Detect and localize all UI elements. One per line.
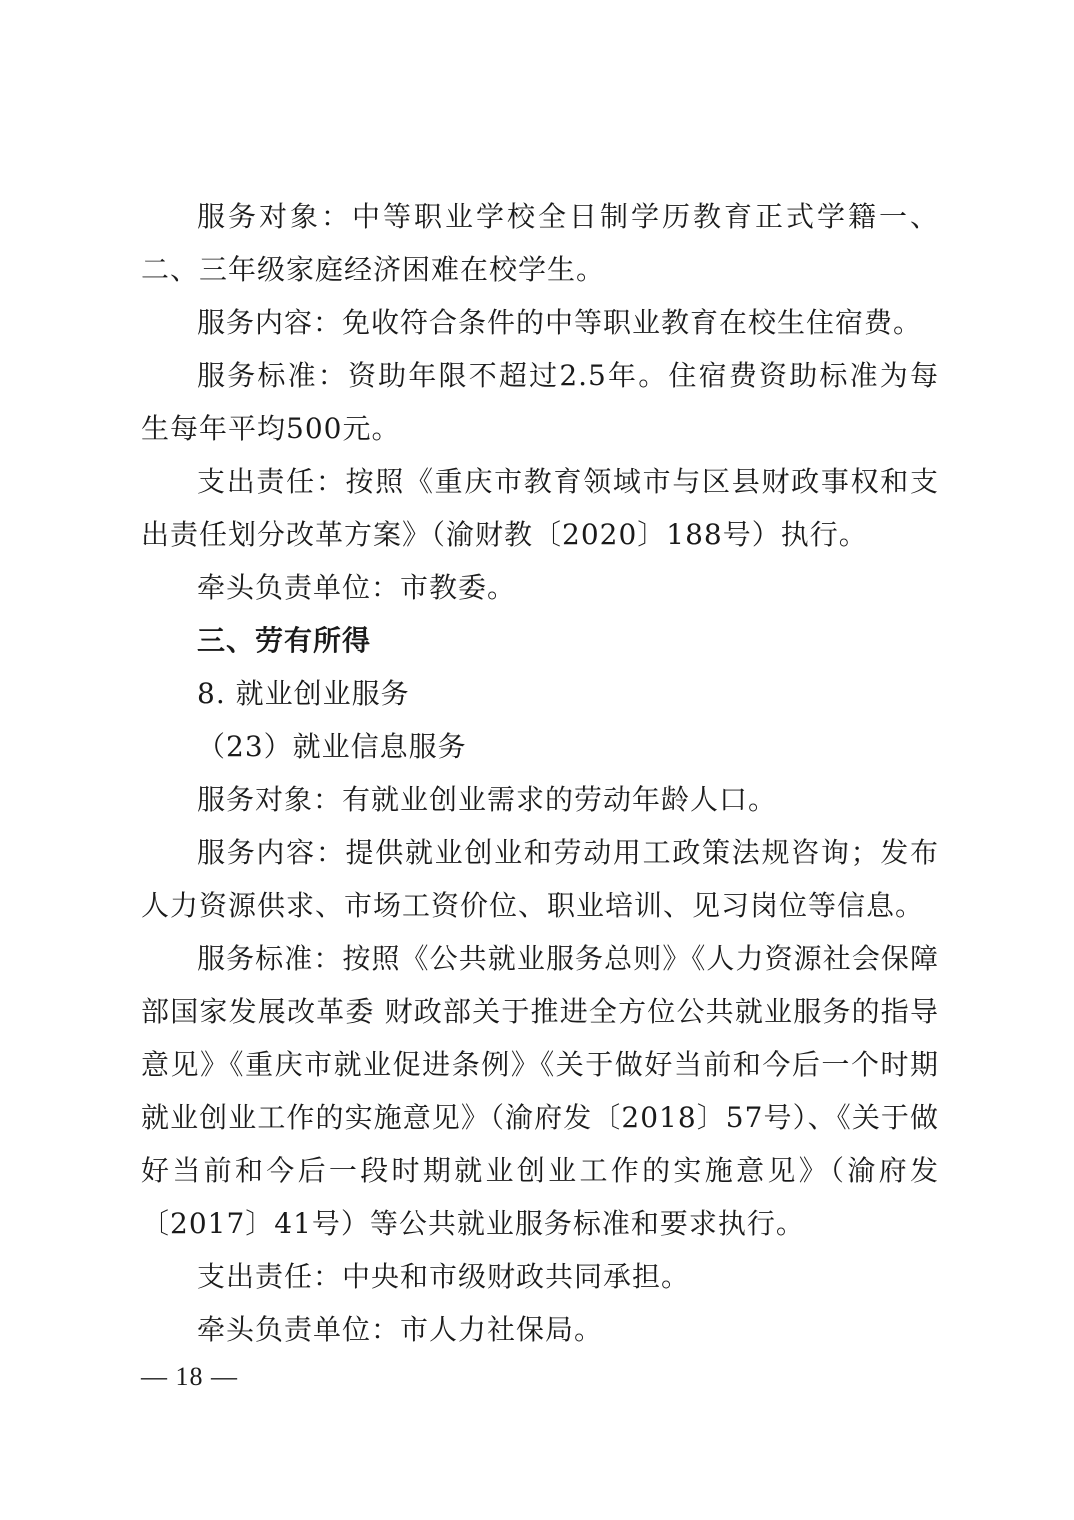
paragraph-service-target-2: 服务对象：有就业创业需求的劳动年龄人口。	[197, 783, 778, 816]
paragraph-lead-unit-2: 牵头负责单位：市人力社保局。	[197, 1313, 604, 1346]
section-heading: 三、劳有所得	[197, 624, 372, 657]
page-number: — 18 —	[141, 1362, 238, 1391]
paragraph-service-target-1: 服务对象：中等职业学校全日制学历教育正式学籍一、二、三年级家庭经济困难在校学生。	[141, 200, 939, 286]
paragraph-lead-unit-1: 牵头负责单位：市教委。	[197, 571, 517, 604]
paragraph-expenditure-2: 支出责任：中央和市级财政共同承担。	[197, 1260, 691, 1293]
subsection-heading: 8. 就业创业服务	[197, 677, 410, 710]
paragraph-service-content-2: 服务内容：提供就业创业和劳动用工政策法规咨询；发布人力资源供求、市场工资价位、职业培训、见习岗位等信息。	[141, 836, 939, 922]
item-heading: （23）就业信息服务	[197, 730, 467, 763]
paragraph-service-standard-2: 服务标准：按照《公共就业服务总则》《人力资源社会保障部国家发展改革委 财政部关于推进全方位公共就业服务的指导意见》《重庆市就业促进条例》《关于做好当前和今后一个时期就业创业工作的实施意见》（渝府发〔2018〕57号）、《关于做好当前和今后一段时期就业创业工作的实施意见》（渝府发〔2017〕41号）等公共就业服务标准和要求执行。	[141, 942, 939, 1240]
paragraph-service-standard-1: 服务标准：资助年限不超过2.5年。住宿费资助标准为每生每年平均500元。	[141, 359, 939, 445]
paragraph-expenditure-1: 支出责任：按照《重庆市教育领域市与区县财政事权和支出责任划分改革方案》（渝财教〔2020〕188号）执行。	[141, 465, 939, 551]
paragraph-service-content-1: 服务内容：免收符合条件的中等职业教育在校生住宿费。	[197, 306, 923, 339]
document-body	[141, 190, 939, 1356]
